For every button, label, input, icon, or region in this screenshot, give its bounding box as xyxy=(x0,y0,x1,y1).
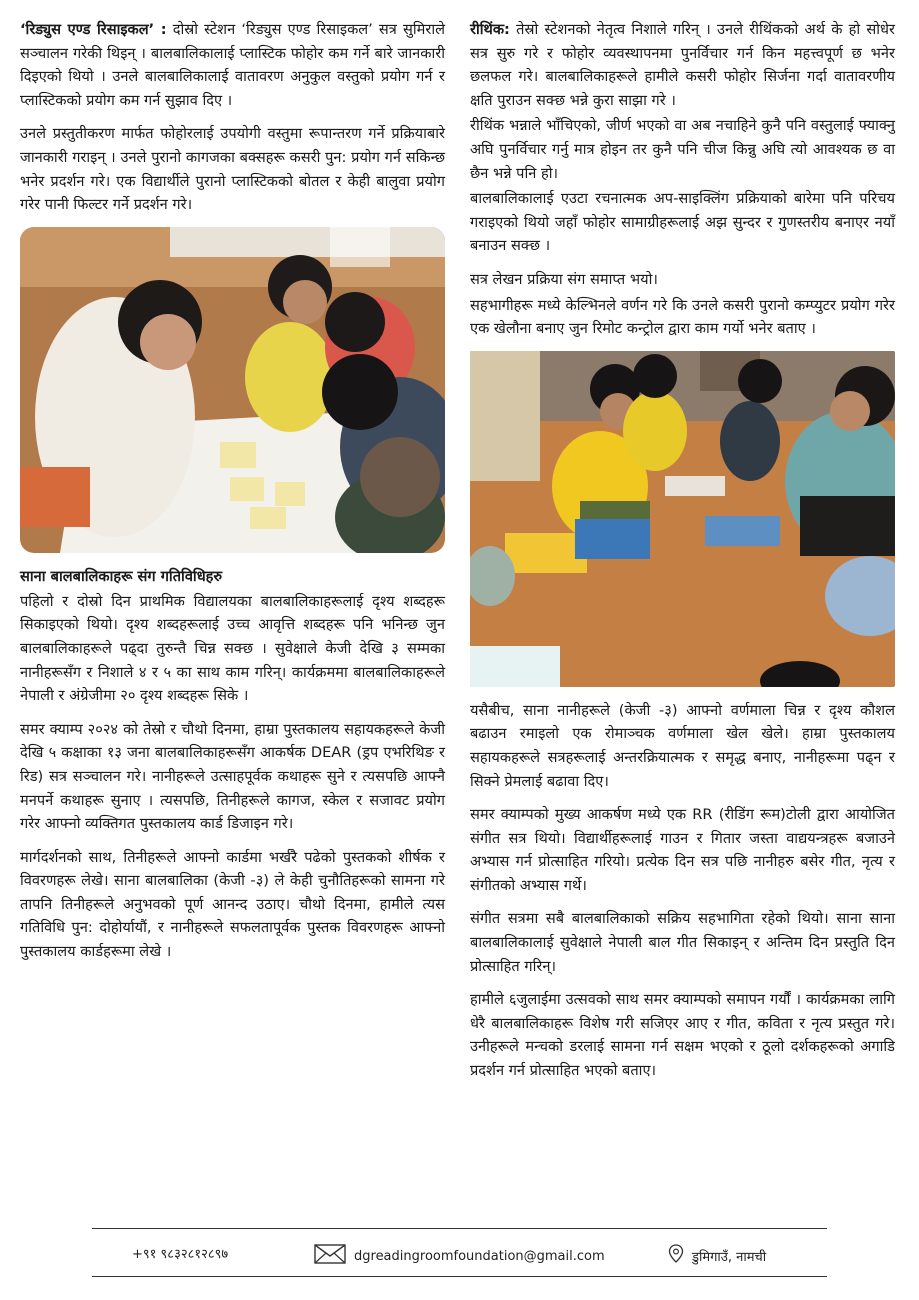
alphabet-game-photo xyxy=(470,351,895,687)
kelvin-paragraph: सहभागीहरू मध्ये केल्भिनले वर्णन गरे कि उनले कसरी पुरानो कम्प्युटर प्रयोग गरेर एक खेलौना बनाए जुन रिमोट कन्ट्रोल द्वारा काम गर्यो भनेर बताए । xyxy=(470,296,895,338)
presentation-paragraph: उनले प्रस्तुतीकरण मार्फत फोहोरलाई उपयोगी वस्तुमा रूपान्तरण गर्ने प्रक्रियाबारे जानकारी गराइन् । उनले पुरानो कागजका बक्सहरू कसरी पुन: प्रयोग गर्न सकिन्छ भनेर प्रदर्शन गरे। एक विद्यार्थीले पुरानो प्लास्टिकको बोतल र केही बालुवा प्रयोग गरेर पानी फिल्टर गर्ने प्रदर्शन गरे। xyxy=(20,125,445,214)
location-text: डुमिगाउँ, नामची xyxy=(692,1250,767,1265)
rethink-lead: रीथिंक: xyxy=(470,21,510,38)
location-pin-icon xyxy=(668,1244,692,1268)
email-address[interactable]: dgreadingroomfoundation@gmail.com xyxy=(354,1248,605,1264)
footer-phone xyxy=(132,1244,228,1262)
reduce-recycle-text: दोस्रो स्टेशन ‘रिड्युस एण्ड रिसाइकल’ सत्र सुमिराले सञ्चालन गरेकी थिइन् । बालबालिकालाई प्लास्टिक फोहोर कम गर्ने बारे जानकारी दिइएको थियो । उनले बालबालिकालाई वातावरण अनुकुल वस्तुको प्रयोग गर्न र प्लास्टिकको प्रयोग कम गर्न सुझाव दिए । xyxy=(20,21,445,109)
phone-number: +९१ ९८३२८१२८९७ xyxy=(132,1247,229,1262)
music-participation-paragraph: संगीत सत्रमा सबै बालबालिकाको सक्रिय सहभागिता रहेको थियो। साना साना बालबालिकालाई सुवेक्षाले नेपाली बाल गीत सिकाइन् र अन्तिम दिन प्रस्तुति दिन प्रोत्साहित गरिन्। xyxy=(470,910,895,975)
footer xyxy=(92,1232,827,1272)
rethink-text: तेस्रो स्टेशनको नेतृत्व निशाले गरिन् । उनले रीथिंकको अर्थ के हो सोधेर सत्र सुरु गरे र फोहोर व्यवस्थापनमा पुनर्विचार गर्न किन महत्त्वपूर्ण छ भनेर छलफल गरे। बालबालिकाहरूले हामीले कसरी फोहोर सिर्जना गर्दा वातावरणीय क्षति पुराउन सक्छ भन्ने कुरा साझा गरे । xyxy=(470,21,895,109)
closing-paragraph: हामीले ६जुलाईमा उत्सवको साथ समर क्याम्पको समापन गर्यौं । कार्यक्रमका लागि धेरै बालबालिकाहरू विशेष गरी सजिएर आए र गीत, कविता र नृत्य प्रस्तुत गरे। उनीहरूले मन्चको डरलाई सामना गर्न सक्षम भएको र ठूलो दर्शकहरूको अगाडि प्रदर्शन गर्न प्रोत्साहित भएको बताए। xyxy=(470,991,895,1080)
library-card-paragraph: मार्गदर्शनको साथ, तिनीहरूले आफ्नो कार्डमा भर्खरै पढेको पुस्तकको शीर्षक र विवरणहरू लेखे। साना बालबालिका (केजी -३) ले केही चुनौतिहरूको सामना गरे तापनि तिनीहरूले अनुभवको पूर्ण आनन्द उठाए। चौथो दिनमा, हामीले त्यस गतिविधि पुन: दोहोर्यायौं, र नानीहरूले सफलतापूर्वक पुस्तक विवरणहरू आफ्नो पुस्तकालय कार्डहरूमा लेखे । xyxy=(20,848,445,961)
reduce-recycle-lead: ‘रिड्युस एण्ड रिसाइकल’ : xyxy=(20,21,167,38)
session-end-paragraph: सत्र लेखन प्रक्रिया संग समाप्त भयो। xyxy=(470,270,658,288)
footer-top-rule xyxy=(92,1228,827,1229)
sight-words-paragraph: पहिलो र दोस्रो दिन प्राथमिक विद्यालयका बालबालिकाहरूलाई दृश्य शब्दहरू सिकाइएको थियो। दृश्य शब्दहरूलाई उच्च आवृत्ति शब्दहरू पनि भनिन्छ जुन बालबालिकाहरूले पढ्दा तुरुन्तै चिन्न सक्छ । सुवेक्षाले केजी देखि ३ सम्मका नानीहरूसँग र निशाले ४ र ५ का साथ काम गरिन्। कार्यक्रममा बालबालिकाहरूले नेपाली र अंग्रेजीमा २० दृश्य शब्दहरू सिके । xyxy=(20,592,445,705)
music-session-paragraph: समर क्याम्पको मुख्य आकर्षण मध्ये एक RR (रीडिंग रूम)टोली द्वारा आयोजित संगीत सत्र थियो। विद्यार्थीहरूलाई गाउन र गितार जस्ता वाद्ययन्त्रहरू बजाउने अभ्यास गर्न प्रोत्साहित गरियो। प्रत्येक दिन सत्र पछि नानीहरु बसेर गीत, नृत्य र संगीतको अभ्यास गर्थे। xyxy=(470,806,895,894)
footer-location xyxy=(668,1244,766,1268)
footer-bottom-rule xyxy=(92,1276,827,1277)
rethink-paragraph xyxy=(470,18,895,112)
rethink-meaning-paragraph: रीथिंक भन्नाले भाँचिएको, जीर्ण भएको वा अब नचाहिने कुनै पनि वस्तुलाई फ्याक्नु अघि पुनर्विचार गर्नु मात्र होइन तर कुनै पनि चीज किन्नु अघि त्यो आवश्यक छ वा छैन भन्ने पनि हो। xyxy=(470,117,895,182)
upcycling-paragraph: बालबालिकालाई एउटा रचनात्मक अप-साइक्लिंग प्रक्रियाको बारेमा पनि परिचय गराइएको थियो जहाँ फोहोर सामाग्रीहरूलाई अझ सुन्दर र गुणस्तरीय बनाएर नयाँ बनाउन सक्छ । xyxy=(470,190,895,255)
footer-email xyxy=(314,1244,605,1268)
left-column xyxy=(20,18,445,974)
kids-activity-photo xyxy=(20,227,445,553)
section-heading: साना बालबालिकाहरू संग गतिविधिहरु xyxy=(20,567,223,585)
email-icon xyxy=(314,1244,354,1268)
right-column xyxy=(470,18,895,1093)
dear-session-paragraph: समर क्याम्प २०२४ को तेस्रो र चौथो दिनमा, हाम्रा पुस्तकालय सहायकहरूले केजी देखि ५ कक्षाका १३ जना बालबालिकाहरूसँग आकर्षक DEAR (ड्रप एभरिथिङ र रिड) सत्र सञ्चालन गरे। नानीहरूले उत्साहपूर्वक कथाहरू सुने र त्यसपछि आफ्नै मनपर्ने कथाहरू सुनाए । त्यसपछि, तिनीहरूले कागज, स्केल र सजावट प्रयोग गरेर आफ्नो व्यक्तिगत पुस्तकालय कार्ड डिजाइन गरे। xyxy=(20,720,445,833)
reduce-recycle-paragraph xyxy=(20,18,445,112)
alphabet-game-paragraph: यसैबीच, साना नानीहरूले (केजी -३) आफ्नो वर्णमाला चिन्न र दृश्य कौशल बढाउन रमाइलो एक रोमाञ्चक वर्णमाला खेल खेले। हाम्रा पुस्तकालय सहायकहरूले सत्रहरूलाई अन्तरक्रियात्मक र समृद्ध बनाए, नानीहरूमा पढ्न र सिक्ने प्रेमलाई बढावा दिए। xyxy=(470,701,895,790)
